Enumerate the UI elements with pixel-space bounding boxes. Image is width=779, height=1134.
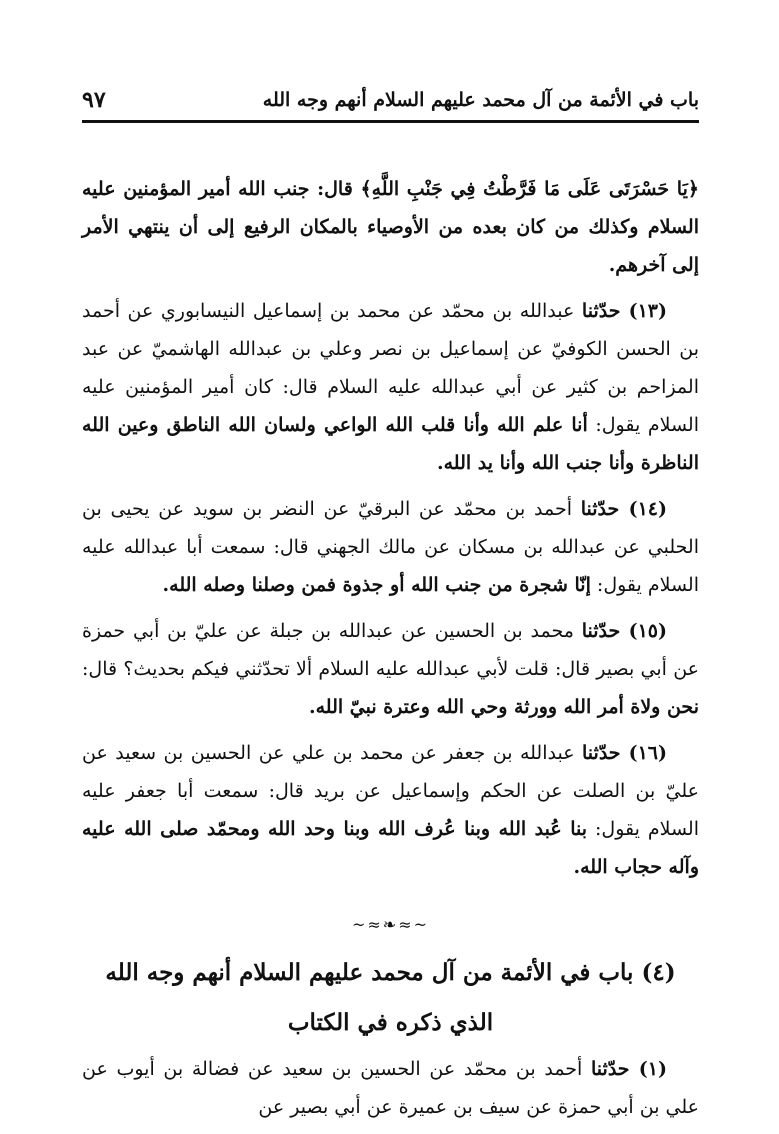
hadith-matn: إنّا شجرة من جنب الله أو جذوة فمن وصلنا وصله الله. <box>162 574 591 596</box>
hadith-chain: أحمد بن محمّد عن الحسين بن سعيد عن فضالة بن أيوب عن علي بن أبي حمزة عن سيف بن عميرة عن أبي بصير عن <box>82 1058 699 1118</box>
hadith-number: (١٤) حدّثنا <box>580 498 667 520</box>
hadith-number: (١٥) حدّثنا <box>581 620 667 642</box>
hadith-paragraph <box>82 612 699 726</box>
hadith-matn: بنا عُبد الله وبنا عُرف الله وبنا وحد الله ومحمّد صلى الله عليه وآله حجاب الله. <box>82 818 699 878</box>
body-text <box>82 170 699 1134</box>
page-header <box>82 80 699 123</box>
hadith-paragraph <box>82 1050 699 1126</box>
hadith-number: (١) حدّثنا <box>591 1058 668 1080</box>
hadith-number: (١٦) حدّثنا <box>582 742 667 764</box>
quran-verse: ﴿يَا حَسْرَتَى عَلَى مَا فَرَّطْتُ فِي جَنْبِ اللَّهِ﴾ <box>360 178 699 200</box>
chapter-title-line-2: الذي ذكره في الكتاب <box>287 1009 494 1036</box>
hadith-paragraph <box>82 490 699 604</box>
hadith-paragraph <box>82 734 699 886</box>
section-ornament-icon: ~≈❧≈~ <box>351 915 430 934</box>
hadith-paragraph <box>82 292 699 482</box>
running-title: باب في الأئمة من آل محمد عليهم السلام أنهم وجه الله <box>262 89 699 111</box>
hadith-chain: أحمد بن محمّد عن البرقيّ عن النضر بن سويد عن يحيى بن الحلبي عن عبدالله بن مسكان عن مالك الجهني قال: سمعت أبا عبدالله عليه السلام يقول: <box>82 498 699 596</box>
intro-paragraph <box>82 170 699 284</box>
hadith-matn: أنا علم الله وأنا قلب الله الواعي ولسان الله الناطق وعين الله الناظرة وأنا جنب الله وأنا يد الله. <box>82 414 699 474</box>
hadith-matn: نحن ولاة أمر الله وورثة وحي الله وعترة نبيّ الله. <box>308 696 699 718</box>
intro-text: قال: جنب الله أمير المؤمنين عليه السلام وكذلك من كان بعده من الأوصياء بالمكان الرفيع إلى أن ينتهي الأمر إلى آخرهم. <box>82 178 699 276</box>
hadith-number: (١٣) حدّثنا <box>581 300 667 322</box>
chapter-title-line-1: (٤) باب في الأئمة من آل محمد عليهم السلام أنهم وجه الله <box>105 959 676 986</box>
hadith-chain: محمد بن الحسين عن عبدالله بن جبلة عن عليّ بن أبي حمزة عن أبي بصير قال: قلت لأبي عبدالله عليه السلام ألا تحدّثني فيكم بحديث؟ قال: <box>82 620 699 680</box>
hadith-chain: عبدالله بن جعفر عن محمد بن علي عن الحسين بن سعيد عن عليّ بن الصلت عن الحكم وإسماعيل عن بريد قال: سمعت أبا جعفر عليه السلام يقول: <box>82 742 699 840</box>
page-number: ٩٧ <box>82 87 106 113</box>
hadith-chain: عبدالله بن محمّد عن محمد بن إسماعيل النيسابوري عن أحمد بن الحسن الكوفيّ عن إسماعيل بن نصر وعلي بن عبدالله الهاشميّ عن عبد المزاحم بن كثير عن أبي عبدالله عليه السلام قال: كان أمير المؤمنين عليه السلام يقول: <box>82 300 700 436</box>
